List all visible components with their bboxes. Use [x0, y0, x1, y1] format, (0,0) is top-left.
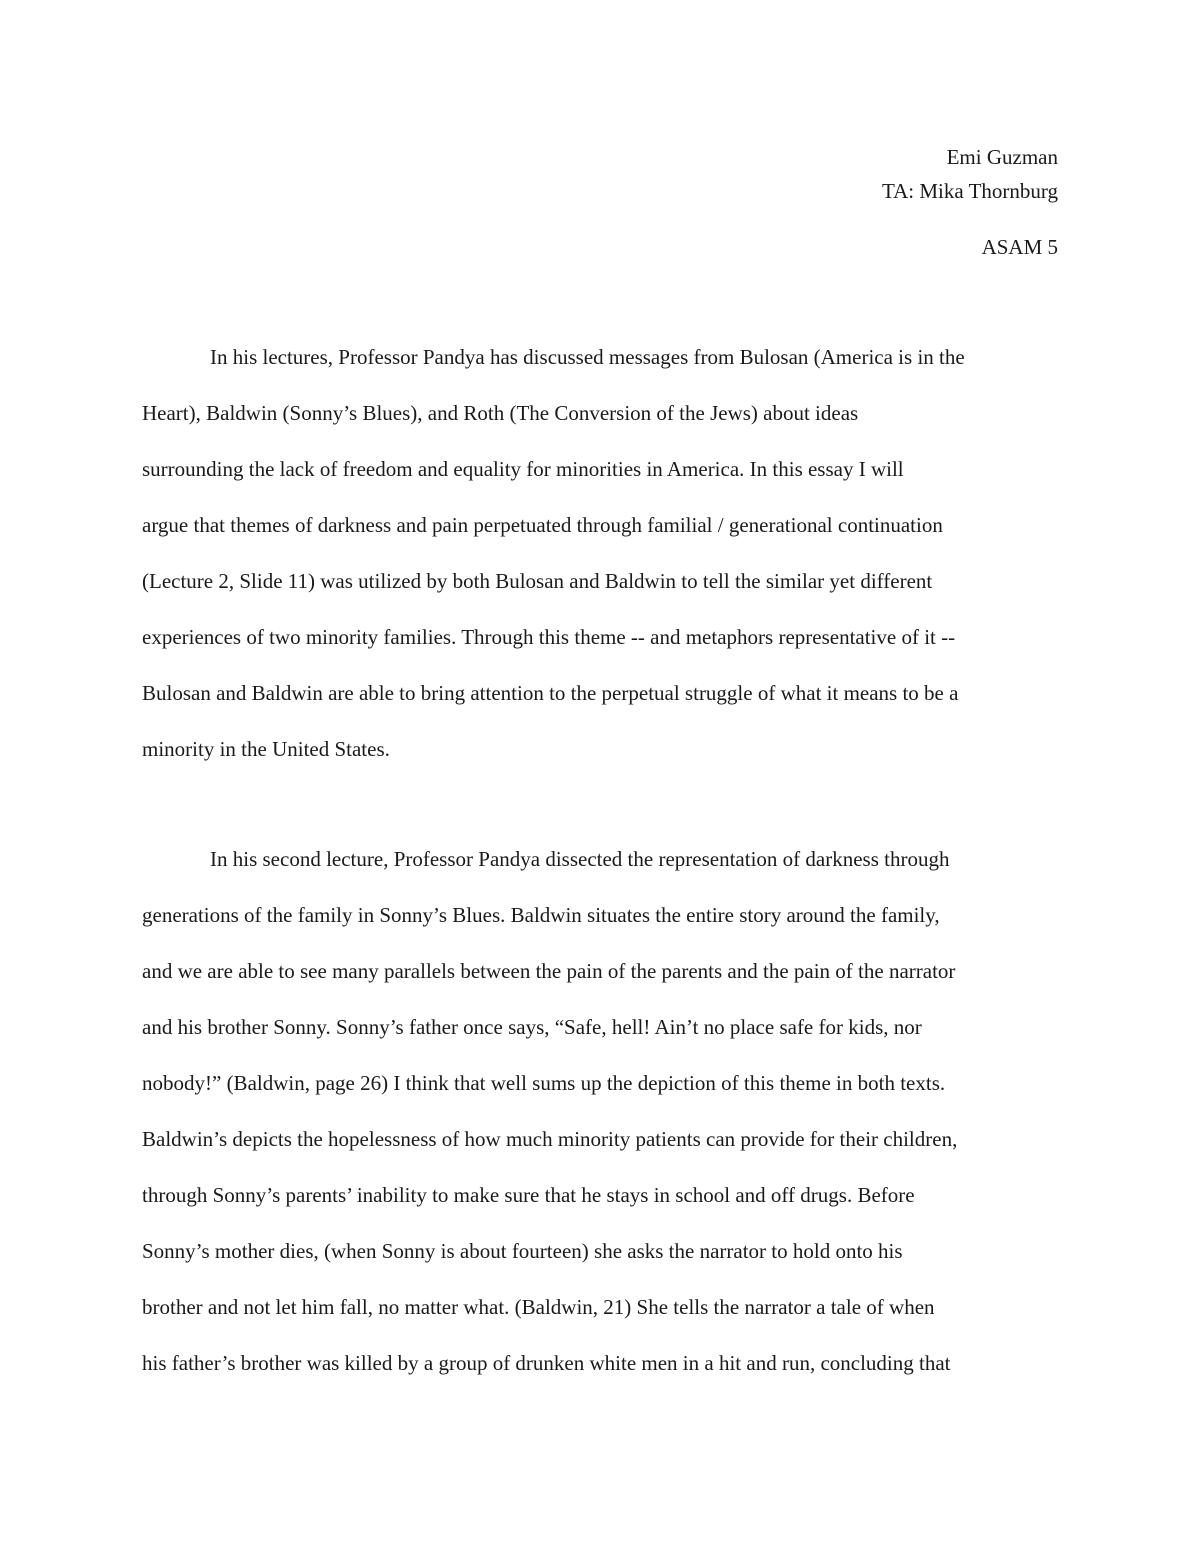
paragraph-2: [142, 831, 1060, 1391]
text-line: Heart), Baldwin (Sonny’s Blues), and Roth (The Conversion of the Jews) about ideas: [142, 401, 859, 425]
paragraph-1: [142, 329, 1060, 777]
paragraph-1-text: [142, 329, 1060, 777]
text-line: Sonny’s mother dies, (when Sonny is about fourteen) she asks the narrator to hold onto his: [142, 1239, 903, 1263]
text-line: In his lectures, Professor Pandya has discussed messages from Bulosan (America is in the: [210, 345, 965, 369]
text-line: brother and not let him fall, no matter what. (Baldwin, 21) She tells the narrator a tale of when: [142, 1295, 935, 1319]
text-line: nobody!” (Baldwin, page 26) I think that well sums up the depiction of this theme in both texts.: [142, 1071, 946, 1095]
text-line: and we are able to see many parallels between the pain of the parents and the pain of the narrator: [142, 959, 956, 983]
text-line: his father’s brother was killed by a group of drunken white men in a hit and run, concluding that: [142, 1351, 951, 1375]
text-line: surrounding the lack of freedom and equality for minorities in America. In this essay I will: [142, 457, 904, 481]
text-line: Bulosan and Baldwin are able to bring attention to the perpetual struggle of what it means to be a: [142, 681, 959, 705]
text-line: experiences of two minority families. Through this theme -- and metaphors representative of it --: [142, 625, 956, 649]
ta-name: TA: Mika Thornburg: [881, 179, 1058, 203]
text-line: through Sonny’s parents’ inability to make sure that he stays in school and off drugs. Before: [142, 1183, 915, 1207]
text-line: and his brother Sonny. Sonny’s father once says, “Safe, hell! Ain’t no place safe for kids, nor: [142, 1015, 922, 1039]
text-line: argue that themes of darkness and pain perpetuated through familial / generational continuation: [142, 513, 943, 537]
text-line: generations of the family in Sonny’s Blues. Baldwin situates the entire story around the family,: [142, 903, 940, 927]
text-line: minority in the United States.: [142, 737, 390, 761]
author-name: Emi Guzman: [946, 145, 1058, 169]
paragraph-2-text: [142, 831, 1060, 1391]
course-name: ASAM 5: [981, 235, 1058, 259]
text-line: Baldwin’s depicts the hopelessness of how much minority patients can provide for their children,: [142, 1127, 958, 1151]
text-line: In his second lecture, Professor Pandya dissected the representation of darkness through: [210, 847, 950, 871]
author-header: [882, 140, 1058, 264]
text-line: (Lecture 2, Slide 11) was utilized by both Bulosan and Baldwin to tell the similar yet different: [142, 569, 933, 593]
